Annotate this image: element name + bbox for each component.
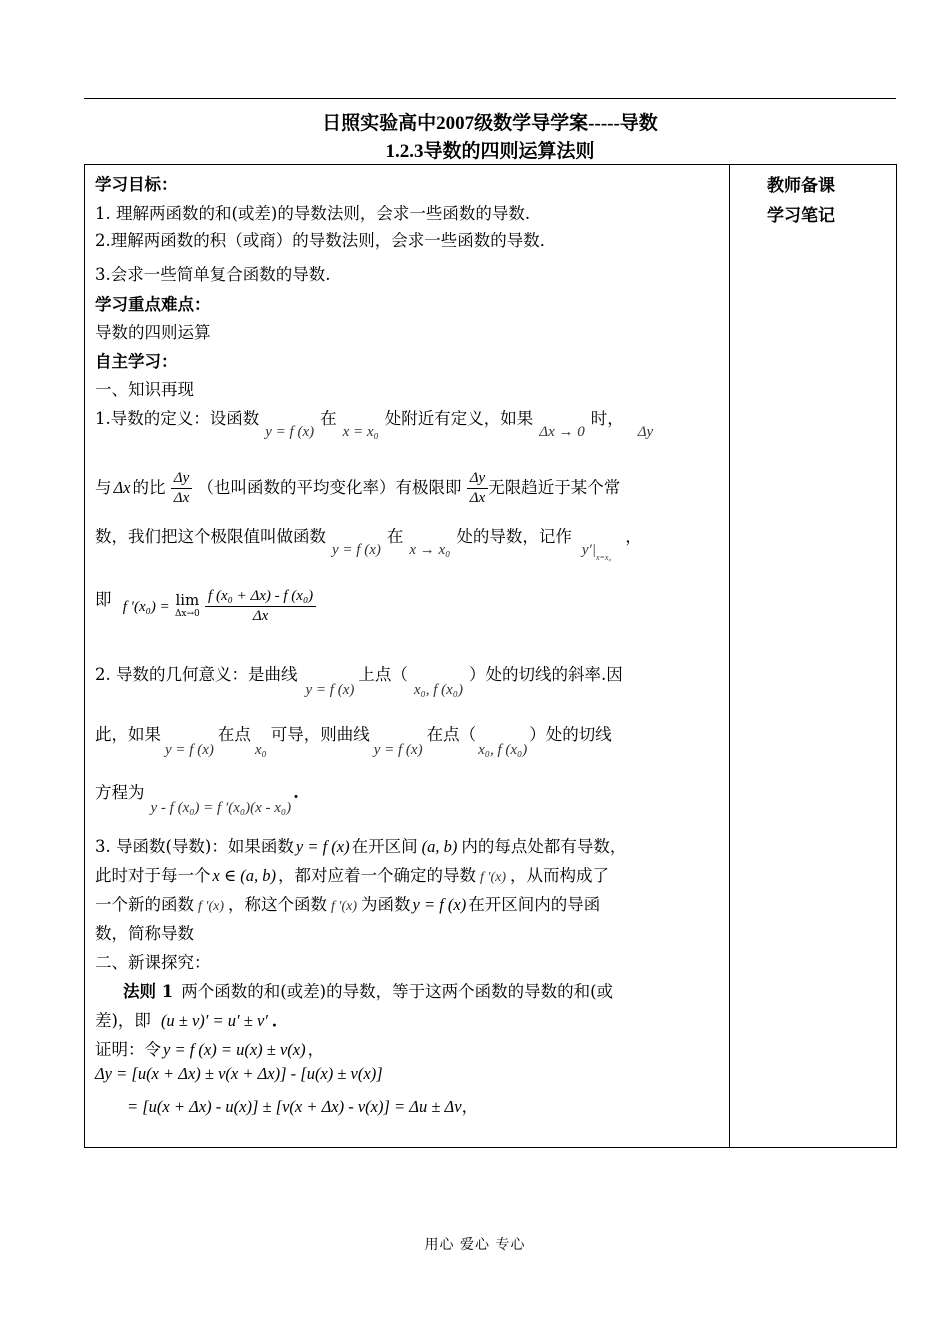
ratio-fraction: $\frac{\Delta y}{\Delta x}$	[171, 469, 192, 508]
definition-line-3: 数，我们把这个极限值叫做函数y = f (x)在x → x₀处的导数，记作$y'|_{x=x_0}$，	[95, 527, 642, 562]
limit-operator: lim Δx→0	[174, 590, 200, 619]
rule-1-line-2: 差)，即 (u ± v)′ = u′ ± v′ ．	[95, 1011, 289, 1030]
derived-fn-line-4: 数，简称导数	[95, 924, 194, 943]
derived-fn-line-2: 此时对于每一个 x ∈ (a, b) ，都对应着一个确定的导数 f ′(x) ，从而构成了	[95, 866, 610, 885]
geometry-line-2: 此，如果y = f (x)在点x₀可导，则曲线y = f (x)在点（x₀, f (x₀)）处的切线	[95, 725, 612, 758]
goal-1: 1. 理解两函数的和(或差)的导数法则，会求一些函数的导数.	[95, 204, 531, 223]
content-column	[85, 165, 730, 1148]
key-heading: 学习重点难点：	[95, 295, 211, 314]
tangent-line-equation: 方程为y - f (x₀) = f ′(x₀)(x - x₀).	[95, 783, 299, 816]
math-y-fx: y = f (x)	[265, 424, 315, 440]
new-lesson-heading: 二、新课探究：	[95, 953, 211, 972]
teacher-notes-label: 教师备课 学习笔记	[767, 176, 835, 226]
lesson-title: 1.2.3导数的四则运算法则	[385, 141, 595, 162]
definition-formula: 即 f ′(x₀) = lim Δx→0 $\frac{\text{f (x₀ + Δx) - f (x₀)}}{\Delta x}$	[95, 587, 316, 626]
derived-fn-line-3: 一个新的函数 f ′(x) ，称这个函数 f ′(x) 为函数 y = f (x) 在开区间内的导函	[95, 895, 601, 914]
definition-line-2: 与 Δx 的比 $\frac{\Delta y}{\Delta x}$ （也叫函数的平均变化率）有极限即 $\frac{\Delta y}{\Delta x}$ 无限趋近于某个常	[95, 470, 621, 506]
goals-heading: 学习目标：	[95, 175, 178, 194]
limit-fraction: $\frac{\text{f (x₀ + Δx) - f (x₀)}}{\Delta x}$	[205, 587, 316, 626]
ratio-fraction-2: $\frac{\Delta y}{\Delta x}$	[467, 469, 488, 508]
doc-title: 日照实验高中2007级数学导学案-----导数	[322, 113, 658, 134]
goal-3: 3.会求一些简单复合函数的导数.	[95, 265, 331, 284]
goal-2: 2.理解两函数的积（或商）的导数法则，会求一些函数的导数．	[95, 231, 557, 250]
proof-line-3: = [u(x + Δx) - u(x)] ± [v(x + Δx) - v(x)] = Δu ± Δv，	[127, 1097, 479, 1116]
rule-1-line-1: 法则 1 两个函数的和(或差)的导数，等于这两个函数的导数的和(或	[123, 982, 614, 1001]
review-heading: 一、知识再现	[95, 380, 194, 399]
geometry-line-1: 2. 导数的几何意义：是曲线y = f (x)上点（x₀, f (x₀)）处的切线的斜率.因	[95, 665, 623, 698]
lesson-table	[84, 164, 897, 1148]
key-text: 导数的四则运算	[95, 323, 211, 342]
page-footer: 用心 爱心 专心	[424, 1237, 526, 1253]
header-rule	[84, 98, 896, 99]
proof-line-1: 证明：令 y = f (x) = u(x) ± v(x) ，	[95, 1040, 325, 1059]
notes-column	[730, 165, 897, 1148]
derived-fn-line-1: 3. 导函数(导数)：如果函数 y = f (x) 在开区间 (a, b) 内的每点处都有导数，	[95, 837, 627, 856]
proof-line-2: Δy = [u(x + Δx) ± v(x + Δx)] - [u(x) ± v(x)]	[95, 1064, 383, 1083]
definition-line-1: 1.导数的定义：设函数y = f (x)在x = x₀处附近有定义，如果Δx → 0时，Δy	[95, 409, 654, 440]
self-study-heading: 自主学习：	[95, 352, 178, 371]
